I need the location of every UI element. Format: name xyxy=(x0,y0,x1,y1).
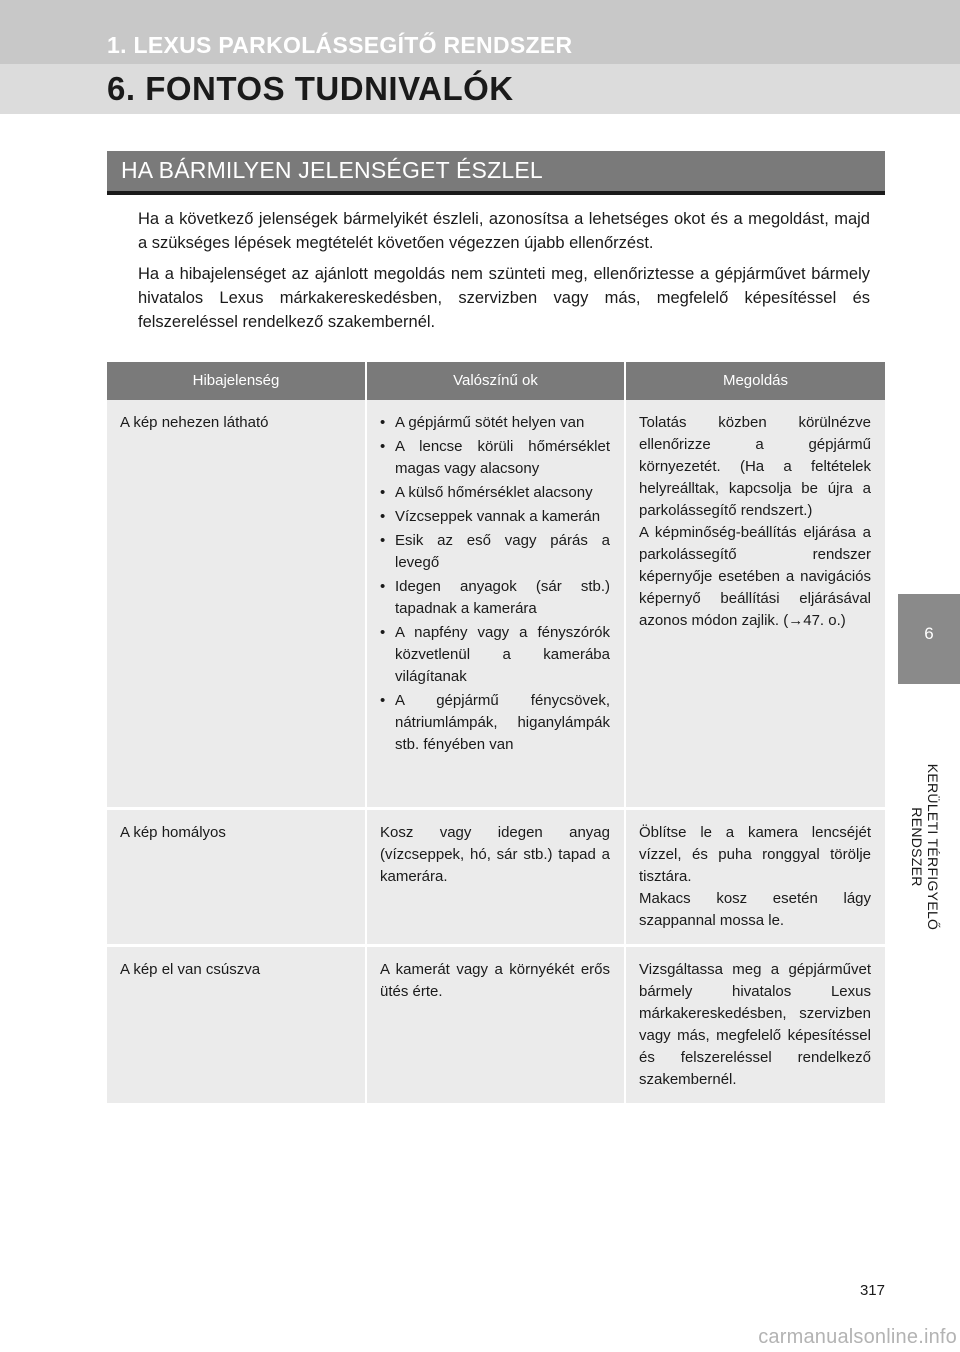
page-title: 6. FONTOS TUDNIVALÓK xyxy=(107,70,514,107)
solution-text: Öblítse le a kamera lencséjét vízzel, és puha ronggyal törölje tisztára. xyxy=(639,824,871,885)
table-row xyxy=(107,809,885,946)
cause-item: • A külső hőmérséklet alacsony xyxy=(380,482,610,504)
chapter-tab xyxy=(898,594,960,684)
solution-text: Makacs kosz esetén lágy szappannal mossa le. xyxy=(639,890,871,929)
intro-paragraph-2: Ha a hibajelenséget az ajánlott megoldás nem szünteti meg, ellenőriztesse a gépjárművet bármely hivatalos Lexus márkakereskedésben, szervizben vagy más, megfelelő képesítéssel és felszereléssel rendelkező szakembernél. xyxy=(138,265,870,331)
column-header-cause: Valószínű ok xyxy=(366,362,625,400)
cause-cell: Kosz vagy idegen anyag (vízcseppek, hó, sár stb.) tapad a kamerára. xyxy=(366,809,625,946)
cause-item: • Esik az eső vagy párás a levegő xyxy=(380,530,610,574)
subsection-heading-bar xyxy=(107,151,885,195)
cause-cell: A kamerát vagy a környékét erős ütés érte. xyxy=(366,946,625,1104)
symptom-cell: A kép el van csúszva xyxy=(107,946,366,1104)
watermark: carmanualsonline.info xyxy=(758,1326,957,1348)
intro-text xyxy=(138,207,870,341)
cause-item: • A lencse körüli hőmérséklet magas vagy alacsony xyxy=(380,436,610,480)
cause-item: • A napfény vagy a fényszórók közvetlenül a kamerába világítanak xyxy=(380,622,610,688)
solution-cell xyxy=(625,946,885,1104)
symptom-cell: A kép nehezen látható xyxy=(107,400,366,809)
solution-cell xyxy=(625,809,885,946)
table-header-row xyxy=(107,362,885,400)
table-row xyxy=(107,400,885,809)
column-header-solution: Megoldás xyxy=(625,362,885,400)
chapter-label: KERÜLETI TÉRFIGYELŐ RENDSZER xyxy=(909,763,941,931)
subsection-title: HA BÁRMILYEN JELENSÉGET ÉSZLEL xyxy=(121,157,543,183)
solution-text: Vizsgáltassa meg a gépjárművet bármely hivatalos Lexus márkakereskedésben, szervizben vagy más, megfelelő képesítéssel és felszereléssel rendelkező szakembernél. xyxy=(639,961,871,1088)
column-header-symptom: Hibajelenség xyxy=(107,362,366,400)
solution-text: A képminőség-beállítás eljárása a parkolássegítő rendszer képernyője esetében a navigációs képernyő beállítási eljárásával azonos módon zajlik. (→47. o.) xyxy=(639,524,871,629)
solution-text: Tolatás közben körülnézve ellenőrizze a gépjármű környezetét. (Ha a feltételek helyreálltak, kapcsolja be újra a parkolássegítő rendszert.) xyxy=(639,414,871,519)
table-row xyxy=(107,946,885,1104)
cause-item: • Idegen anyagok (sár stb.) tapadnak a kamerára xyxy=(380,576,610,620)
solution-cell xyxy=(625,400,885,809)
page-header xyxy=(0,0,960,114)
cause-item: • A gépjármű sötét helyen van xyxy=(380,412,610,434)
cause-cell xyxy=(366,400,625,809)
chapter-number: 6 xyxy=(924,624,934,643)
troubleshooting-table xyxy=(107,362,885,1103)
cause-item: • Vízcseppek vannak a kamerán xyxy=(380,506,610,528)
symptom-cell: A kép homályos xyxy=(107,809,366,946)
cause-list xyxy=(380,412,610,756)
page-number: 317 xyxy=(859,1282,885,1299)
section-title: 1. LEXUS PARKOLÁSSEGÍTŐ RENDSZER xyxy=(107,32,573,58)
intro-paragraph-1: Ha a következő jelenségek bármelyikét észleli, azonosítsa a lehetséges okot és a megoldást, majd a szükséges lépések megtételét követően végezzen újabb ellenőrzést. xyxy=(138,210,870,252)
cause-item: • A gépjármű fénycsövek, nátriumlámpák, higanylámpák stb. fényében van xyxy=(380,690,610,756)
